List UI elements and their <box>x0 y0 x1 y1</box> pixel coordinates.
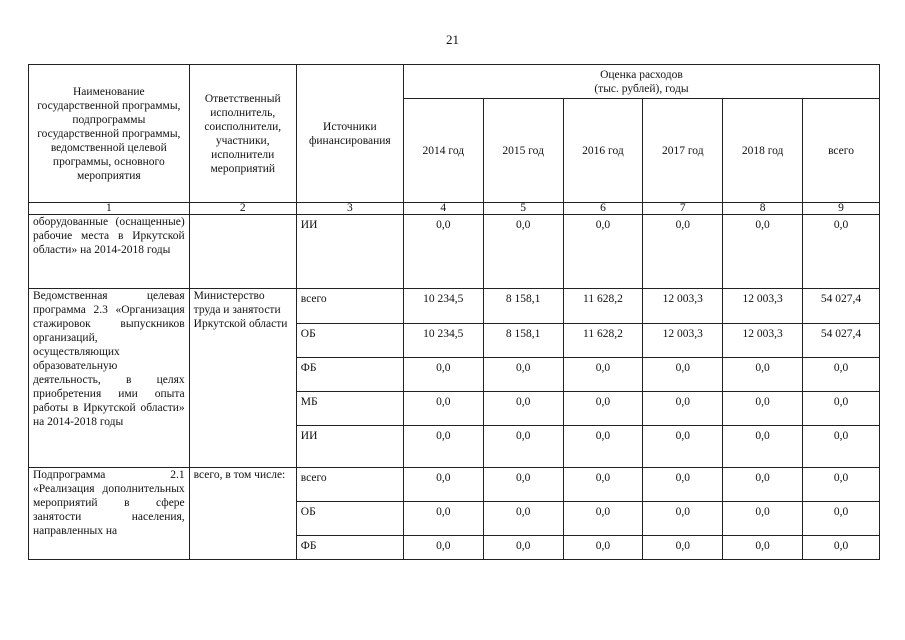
value-cell: 0,0 <box>803 426 880 468</box>
header-total: всего <box>803 99 880 203</box>
column-number: 7 <box>643 203 723 215</box>
funding-source-cell: ОБ <box>296 502 403 536</box>
header-year-2015: 2015 год <box>483 99 563 203</box>
value-cell: 0,0 <box>483 426 563 468</box>
value-cell: 0,0 <box>403 358 483 392</box>
funding-source-cell: ОБ <box>296 324 403 358</box>
column-number: 6 <box>563 203 643 215</box>
value-cell: 0,0 <box>483 392 563 426</box>
value-cell: 0,0 <box>403 215 483 289</box>
value-cell: 8 158,1 <box>483 324 563 358</box>
value-cell: 10 234,5 <box>403 289 483 324</box>
header-funding-source: Источники финансирования <box>296 65 403 203</box>
value-cell: 0,0 <box>403 502 483 536</box>
value-cell: 0,0 <box>563 502 643 536</box>
value-cell: 0,0 <box>483 536 563 560</box>
program-name-cell: оборудованные (оснащенные) рабочие места в Иркутской области» на 2014-2018 годы <box>29 215 190 289</box>
column-number: 8 <box>723 203 803 215</box>
value-cell: 0,0 <box>723 426 803 468</box>
value-cell: 12 003,3 <box>723 324 803 358</box>
funding-source-cell: ФБ <box>296 536 403 560</box>
value-cell: 0,0 <box>723 215 803 289</box>
funding-source-cell: МБ <box>296 392 403 426</box>
program-name-cell: Ведомственная целевая программа 2.3 «Организация стажировок выпускников организаций, осуществляющих образовательную деятельность, в целях приобретения ими опыта работы в Иркутской области» на 2014-2018 годы <box>29 289 190 468</box>
value-cell: 8 158,1 <box>483 289 563 324</box>
value-cell: 54 027,4 <box>803 289 880 324</box>
column-number: 1 <box>29 203 190 215</box>
value-cell: 54 027,4 <box>803 324 880 358</box>
header-year-2016: 2016 год <box>563 99 643 203</box>
table-row <box>29 289 880 324</box>
budget-table <box>28 64 880 560</box>
executor-cell: Министерство труда и занятости Иркутской области <box>189 289 296 468</box>
program-name-cell: Подпрограмма 2.1 «Реализация дополнительных мероприятий в сфере занятости населения, направленных на <box>29 468 190 560</box>
value-cell: 11 628,2 <box>563 324 643 358</box>
value-cell: 0,0 <box>403 536 483 560</box>
funding-source-cell: ИИ <box>296 215 403 289</box>
table-row <box>29 215 880 289</box>
header-year-2017: 2017 год <box>643 99 723 203</box>
header-executor: Ответственный исполнитель, соисполнители, участники, исполнители мероприятий <box>189 65 296 203</box>
value-cell: 0,0 <box>803 468 880 502</box>
table-row <box>29 468 880 502</box>
column-number: 4 <box>403 203 483 215</box>
funding-source-cell: ИИ <box>296 426 403 468</box>
executor-cell <box>189 215 296 289</box>
value-cell: 0,0 <box>723 468 803 502</box>
value-cell: 11 628,2 <box>563 289 643 324</box>
column-number-row <box>29 203 880 215</box>
column-number: 9 <box>803 203 880 215</box>
value-cell: 10 234,5 <box>403 324 483 358</box>
value-cell: 0,0 <box>563 215 643 289</box>
value-cell: 0,0 <box>723 358 803 392</box>
value-cell: 0,0 <box>803 502 880 536</box>
value-cell: 0,0 <box>643 392 723 426</box>
header-expense-estimate: Оценка расходов (тыс. рублей), годы <box>403 65 879 99</box>
column-number: 5 <box>483 203 563 215</box>
executor-cell: всего, в том числе: <box>189 468 296 560</box>
header-year-2014: 2014 год <box>403 99 483 203</box>
funding-source-cell: всего <box>296 289 403 324</box>
value-cell: 0,0 <box>563 392 643 426</box>
header-row <box>29 65 880 99</box>
value-cell: 0,0 <box>723 536 803 560</box>
value-cell: 0,0 <box>483 468 563 502</box>
value-cell: 0,0 <box>403 426 483 468</box>
funding-source-cell: ФБ <box>296 358 403 392</box>
value-cell: 0,0 <box>403 392 483 426</box>
value-cell: 0,0 <box>723 502 803 536</box>
value-cell: 0,0 <box>563 358 643 392</box>
value-cell: 12 003,3 <box>643 289 723 324</box>
value-cell: 0,0 <box>643 536 723 560</box>
value-cell: 0,0 <box>723 392 803 426</box>
value-cell: 0,0 <box>643 502 723 536</box>
value-cell: 0,0 <box>483 358 563 392</box>
value-cell: 0,0 <box>643 426 723 468</box>
page-number: 21 <box>446 32 459 47</box>
value-cell: 0,0 <box>803 358 880 392</box>
value-cell: 0,0 <box>403 468 483 502</box>
value-cell: 12 003,3 <box>723 289 803 324</box>
funding-source-cell: всего <box>296 468 403 502</box>
column-number: 3 <box>296 203 403 215</box>
value-cell: 0,0 <box>563 426 643 468</box>
value-cell: 12 003,3 <box>643 324 723 358</box>
value-cell: 0,0 <box>803 536 880 560</box>
value-cell: 0,0 <box>643 215 723 289</box>
header-year-2018: 2018 год <box>723 99 803 203</box>
value-cell: 0,0 <box>483 215 563 289</box>
value-cell: 0,0 <box>563 536 643 560</box>
value-cell: 0,0 <box>643 468 723 502</box>
value-cell: 0,0 <box>803 215 880 289</box>
column-number: 2 <box>189 203 296 215</box>
value-cell: 0,0 <box>803 392 880 426</box>
header-program-name: Наименование государственной программы, подпрограммы государственной программы, ведомственной целевой программы, основного мероприятия <box>29 65 190 203</box>
value-cell: 0,0 <box>483 502 563 536</box>
value-cell: 0,0 <box>563 468 643 502</box>
value-cell: 0,0 <box>643 358 723 392</box>
